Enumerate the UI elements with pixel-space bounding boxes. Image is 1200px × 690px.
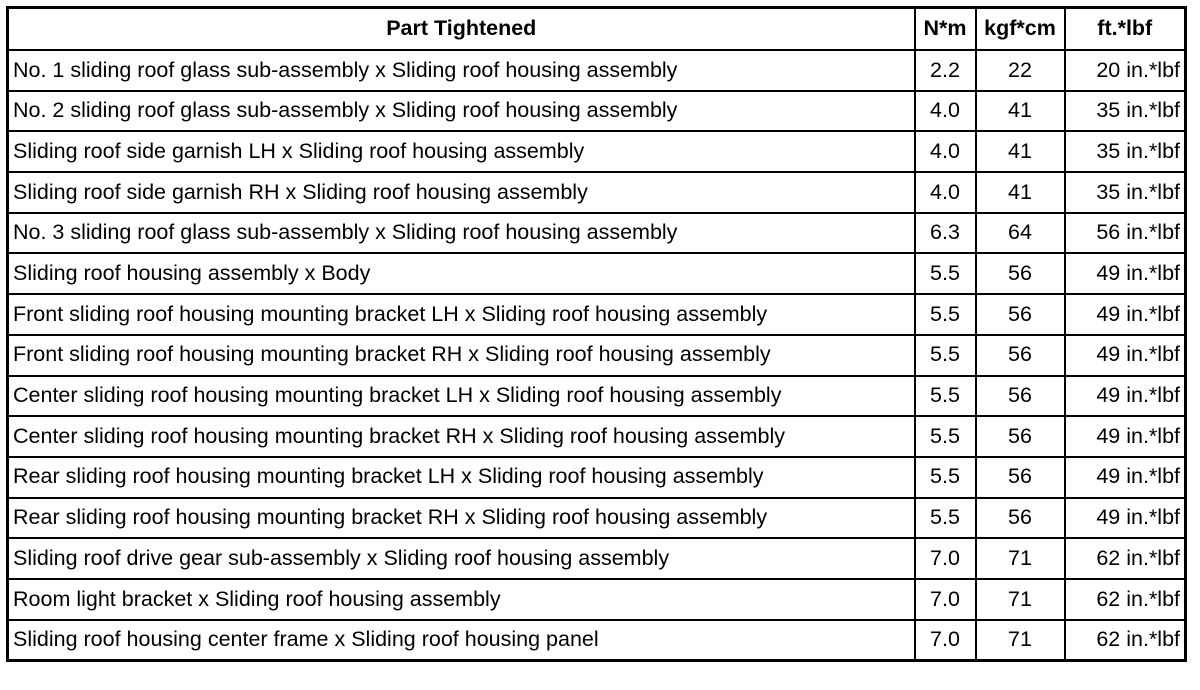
table-row bbox=[8, 294, 1186, 335]
cell-nm: 4.0 bbox=[915, 131, 976, 172]
header-nm: N*m bbox=[915, 8, 976, 51]
cell-ft-lbf: 35 in.*lbf bbox=[1065, 172, 1186, 213]
table-row bbox=[8, 376, 1186, 417]
cell-ft-lbf: 56 in.*lbf bbox=[1065, 213, 1186, 254]
cell-ft-lbf: 49 in.*lbf bbox=[1065, 457, 1186, 498]
cell-part: Sliding roof side garnish LH x Sliding roof housing assembly bbox=[8, 131, 915, 172]
table-row bbox=[8, 579, 1186, 620]
cell-ft-lbf: 62 in.*lbf bbox=[1065, 579, 1186, 620]
cell-ft-lbf: 49 in.*lbf bbox=[1065, 498, 1186, 539]
cell-nm: 7.0 bbox=[915, 579, 976, 620]
cell-part: Sliding roof drive gear sub-assembly x Sliding roof housing assembly bbox=[8, 538, 915, 579]
table-row bbox=[8, 335, 1186, 376]
header-ft-lbf: ft.*lbf bbox=[1065, 8, 1186, 51]
cell-kgf-cm: 56 bbox=[976, 416, 1065, 457]
cell-kgf-cm: 56 bbox=[976, 376, 1065, 417]
torque-spec-table bbox=[6, 6, 1187, 662]
cell-part: Sliding roof housing assembly x Body bbox=[8, 253, 915, 294]
table-row bbox=[8, 131, 1186, 172]
cell-part: Front sliding roof housing mounting bracket LH x Sliding roof housing assembly bbox=[8, 294, 915, 335]
cell-kgf-cm: 71 bbox=[976, 579, 1065, 620]
cell-nm: 7.0 bbox=[915, 620, 976, 661]
cell-kgf-cm: 71 bbox=[976, 538, 1065, 579]
cell-kgf-cm: 71 bbox=[976, 620, 1065, 661]
cell-ft-lbf: 49 in.*lbf bbox=[1065, 253, 1186, 294]
table-body bbox=[8, 50, 1186, 661]
cell-kgf-cm: 56 bbox=[976, 253, 1065, 294]
cell-nm: 5.5 bbox=[915, 253, 976, 294]
cell-ft-lbf: 49 in.*lbf bbox=[1065, 416, 1186, 457]
cell-part: No. 2 sliding roof glass sub-assembly x Sliding roof housing assembly bbox=[8, 91, 915, 132]
cell-nm: 5.5 bbox=[915, 416, 976, 457]
cell-kgf-cm: 41 bbox=[976, 131, 1065, 172]
cell-nm: 2.2 bbox=[915, 50, 976, 91]
cell-ft-lbf: 20 in.*lbf bbox=[1065, 50, 1186, 91]
header-part-tightened: Part Tightened bbox=[8, 8, 915, 51]
cell-kgf-cm: 56 bbox=[976, 457, 1065, 498]
table-row bbox=[8, 498, 1186, 539]
cell-part: Rear sliding roof housing mounting bracket RH x Sliding roof housing assembly bbox=[8, 498, 915, 539]
table-row bbox=[8, 416, 1186, 457]
table-row bbox=[8, 457, 1186, 498]
cell-part: No. 3 sliding roof glass sub-assembly x Sliding roof housing assembly bbox=[8, 213, 915, 254]
cell-nm: 5.5 bbox=[915, 498, 976, 539]
cell-ft-lbf: 49 in.*lbf bbox=[1065, 294, 1186, 335]
cell-part: Sliding roof housing center frame x Sliding roof housing panel bbox=[8, 620, 915, 661]
cell-ft-lbf: 35 in.*lbf bbox=[1065, 91, 1186, 132]
cell-kgf-cm: 41 bbox=[976, 91, 1065, 132]
cell-nm: 5.5 bbox=[915, 294, 976, 335]
table-row bbox=[8, 620, 1186, 661]
cell-kgf-cm: 64 bbox=[976, 213, 1065, 254]
table-row bbox=[8, 172, 1186, 213]
cell-part: No. 1 sliding roof glass sub-assembly x Sliding roof housing assembly bbox=[8, 50, 915, 91]
cell-nm: 5.5 bbox=[915, 457, 976, 498]
table-row bbox=[8, 50, 1186, 91]
cell-nm: 5.5 bbox=[915, 376, 976, 417]
cell-kgf-cm: 56 bbox=[976, 498, 1065, 539]
torque-spec-table-container bbox=[6, 6, 1187, 662]
cell-part: Room light bracket x Sliding roof housing assembly bbox=[8, 579, 915, 620]
cell-part: Front sliding roof housing mounting bracket RH x Sliding roof housing assembly bbox=[8, 335, 915, 376]
cell-nm: 4.0 bbox=[915, 91, 976, 132]
table-row bbox=[8, 91, 1186, 132]
cell-part: Sliding roof side garnish RH x Sliding roof housing assembly bbox=[8, 172, 915, 213]
cell-part: Center sliding roof housing mounting bracket RH x Sliding roof housing assembly bbox=[8, 416, 915, 457]
cell-ft-lbf: 49 in.*lbf bbox=[1065, 376, 1186, 417]
cell-kgf-cm: 56 bbox=[976, 294, 1065, 335]
cell-ft-lbf: 62 in.*lbf bbox=[1065, 538, 1186, 579]
table-row bbox=[8, 538, 1186, 579]
cell-ft-lbf: 49 in.*lbf bbox=[1065, 335, 1186, 376]
cell-kgf-cm: 56 bbox=[976, 335, 1065, 376]
table-header-row bbox=[8, 8, 1186, 51]
header-kgf-cm: kgf*cm bbox=[976, 8, 1065, 51]
cell-kgf-cm: 41 bbox=[976, 172, 1065, 213]
cell-nm: 6.3 bbox=[915, 213, 976, 254]
cell-nm: 4.0 bbox=[915, 172, 976, 213]
cell-nm: 7.0 bbox=[915, 538, 976, 579]
cell-part: Center sliding roof housing mounting bracket LH x Sliding roof housing assembly bbox=[8, 376, 915, 417]
cell-nm: 5.5 bbox=[915, 335, 976, 376]
cell-part: Rear sliding roof housing mounting bracket LH x Sliding roof housing assembly bbox=[8, 457, 915, 498]
cell-ft-lbf: 62 in.*lbf bbox=[1065, 620, 1186, 661]
cell-ft-lbf: 35 in.*lbf bbox=[1065, 131, 1186, 172]
cell-kgf-cm: 22 bbox=[976, 50, 1065, 91]
table-row bbox=[8, 213, 1186, 254]
table-row bbox=[8, 253, 1186, 294]
